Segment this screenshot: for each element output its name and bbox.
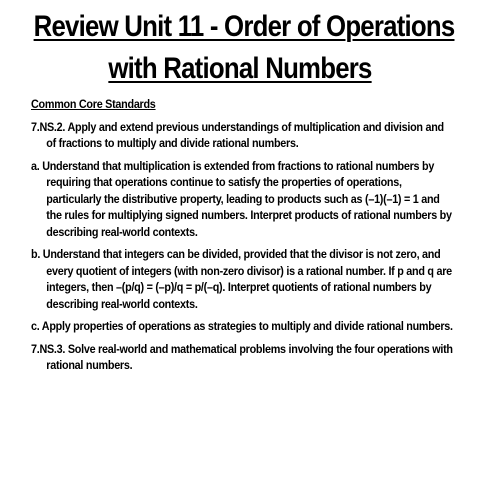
title-line-1: Review Unit 11 - Order of Operations	[33, 10, 455, 43]
standards-body	[31, 96, 454, 380]
standard-item-b: b. Understand that integers can be divided, provided that the divisor is not zero, and every quotient of integers (with non-zero divisor) is a rational number. If p and q are integers, then –(p/q) = (–p)/q = p/(–q). Interpret quotients of rational numbers by describing real-world contexts.	[31, 247, 452, 311]
title-line-2: with Rational Numbers	[108, 52, 372, 85]
page-title	[33, 6, 455, 90]
standard-item-a: a. Understand that multiplication is extended from fractions to rational numbers by requiring that operations continue to satisfy the properties of operations, particularly the distributive property, leading to products such as (–1)(–1) = 1 and the rules for multiplying signed numbers. Interpret products of rational numbers by describing real-world contexts.	[31, 158, 452, 239]
section-heading: Common Core Standards	[31, 97, 156, 111]
standard-7ns3: 7.NS.3. Solve real-world and mathematical problems involving the four operations with rational numbers.	[31, 341, 453, 372]
standard-7ns2: 7.NS.2. Apply and extend previous understandings of multiplication and division and of fractions to multiply and divide rational numbers.	[31, 119, 444, 150]
standard-item-c: c. Apply properties of operations as strategies to multiply and divide rational numbers.	[31, 319, 453, 333]
